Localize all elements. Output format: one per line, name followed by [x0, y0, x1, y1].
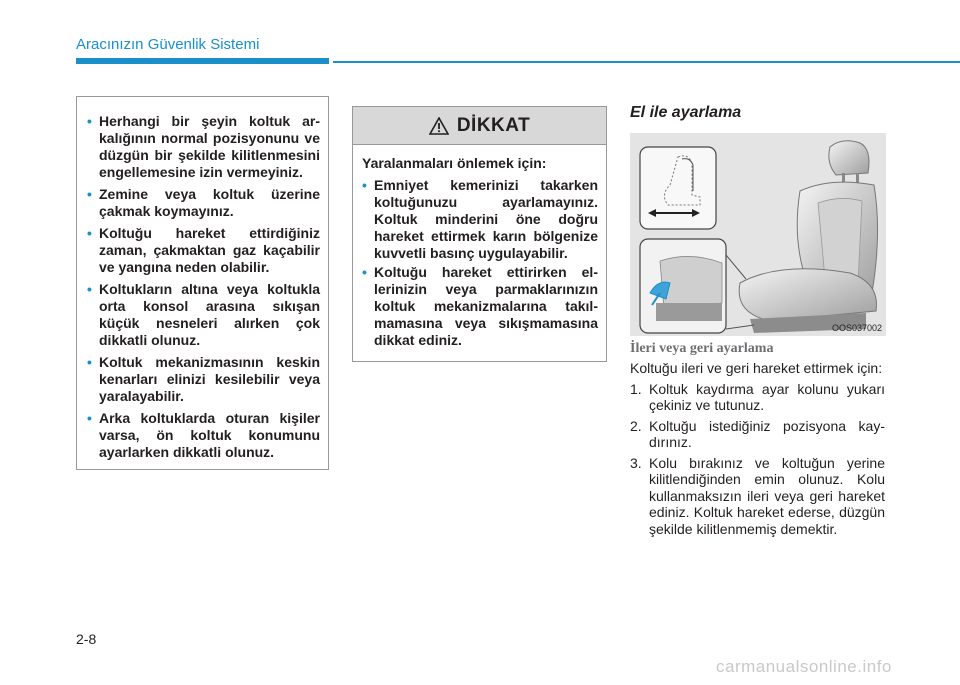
list-item: • Koltuk mekanizmasının keskin kenarları elinizi kesilebilir veya yaralayabilir.	[87, 354, 320, 405]
figure-code: OOS037002	[831, 323, 882, 333]
list-item: • Zemine veya koltuk üzerine çakmak koymayınız.	[87, 186, 320, 220]
list-item: • Arka koltuklarda oturan kişiler varsa, ön koltuk konumunu ayarlarken dikkatli olunuz.	[87, 410, 320, 461]
step-number: 3.	[630, 454, 642, 471]
watermark[interactable]: carmanualsonline.info	[716, 657, 892, 676]
list-item: • Emniyet kemerinizi takarken koltuğunuzu ayarlamayınız. Koltuk minderini öne doğru hareket ettirmek karın bölgenize kuvvetli basınç uygulayabilir.	[362, 177, 598, 262]
step-number: 2.	[630, 417, 642, 434]
list-item: • Koltuğu hareket ettirirken ellerinizin veya parmaklarınızın koltuk mekanizmalarına takılmamasına veya sıkışmamasına dikkat ediniz.	[362, 264, 598, 349]
subsection-title: İleri veya geri ayarlama	[630, 341, 774, 356]
page-number: 2-8	[76, 631, 97, 647]
list-item: • Koltukların altına veya koltukla orta konsol arasına sıkışan küçük nesneleri alırken çok dikkatli olunuz.	[87, 281, 320, 349]
header-rule-thin	[333, 61, 960, 63]
body-text	[630, 360, 885, 541]
seat-figure	[630, 133, 886, 336]
step-text: Koltuk kaydırma ayar kolunu yukarı çekiniz ve tutunuz.	[649, 380, 885, 413]
caution-header	[353, 107, 606, 145]
header-rule-thick	[76, 58, 329, 64]
warning-list	[87, 113, 320, 461]
page-header-title: Aracınızın Güvenlik Sistemi	[76, 36, 260, 53]
step-text: Kolu bırakınız ve koltuğun yerine kilitlendiğinden emin olunuz. Kolu kullanmaksızın ileri veya geri hareket ediniz. Koltuk hareket ederse, düzgün şekilde kilitlenmemiş demektir.	[649, 454, 885, 537]
seat-illustration	[630, 133, 886, 336]
caution-list	[362, 177, 598, 349]
list-item: • Herhangi bir şeyin koltuk arkalığının normal pozisyonunu ve düzgün bir şekilde kilitlenmesini engellemesine izin vermeyiniz.	[87, 113, 320, 181]
list-item	[630, 455, 885, 538]
list-item	[630, 418, 885, 451]
section-title: El ile ayarlama	[630, 104, 742, 121]
list-item: • Koltuğu hareket ettirdiğiniz zaman, çakmaktan gaz kaçabilir ve yangına neden olabilir.	[87, 225, 320, 276]
step-text: Koltuğu istediğiniz pozisyona kaydırınız.	[649, 417, 885, 450]
warning-triangle-icon	[429, 117, 449, 135]
step-number: 1.	[630, 380, 642, 397]
caution-body	[353, 145, 606, 349]
body-intro: Koltuğu ileri ve geri hareket ettirmek için:	[630, 360, 883, 376]
list-item	[630, 381, 885, 414]
caution-box	[352, 106, 607, 362]
warning-box-left	[76, 96, 329, 470]
caution-intro: Yaralanmaları önlemek için:	[362, 155, 547, 171]
caution-title: DİKKAT	[456, 114, 531, 136]
steps-list	[630, 381, 885, 538]
